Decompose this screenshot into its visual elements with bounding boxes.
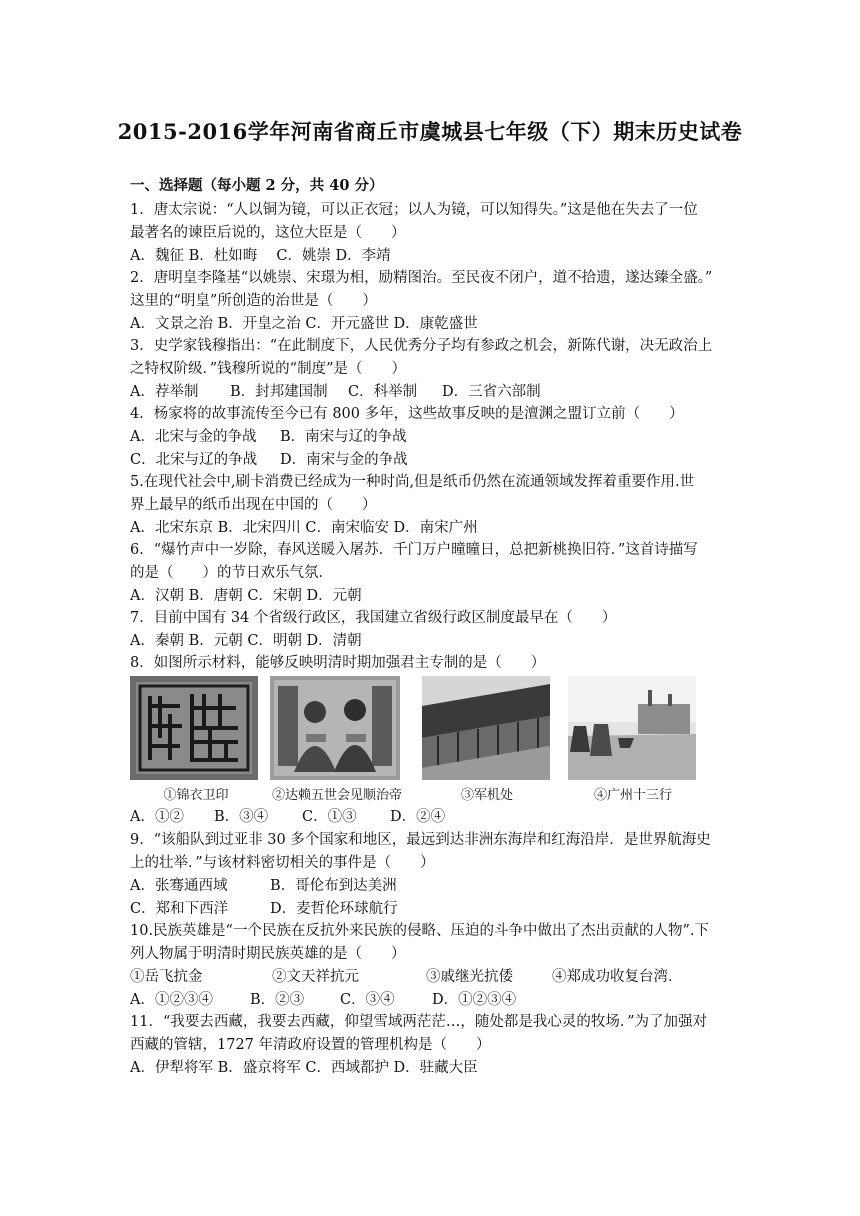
- figure-caption-1: ①锦衣卫印: [163, 788, 229, 803]
- q10-line-2: 列人物属于明清时期民族英雄的是（ ）: [130, 946, 406, 962]
- q9-option-d: D．麦哲伦环球航行: [270, 901, 398, 917]
- figure-caption-4: ④广州十三行: [593, 788, 672, 803]
- q10-option-c: C．③④: [340, 992, 395, 1008]
- q11-line-2: 西藏的管辖，1727 年清政府设置的管理机构是（ ）: [130, 1037, 491, 1053]
- q10-option-b: B．②③: [250, 992, 305, 1008]
- q4-options-row-2: [130, 448, 740, 469]
- q8-option-b: B．③④: [214, 809, 269, 825]
- q9-option-c: C．郑和下西洋: [130, 901, 229, 917]
- q10-line-1: 10.民族英雄是“一个民族在反抗外来民族的侵略、压迫的斗争中做出了杰出贡献的人物”.下: [130, 923, 709, 939]
- q7-options: A．秦朝 B．元朝 C．明朝 D．清朝: [130, 633, 362, 649]
- q10-option-d: D．①②③④: [432, 992, 517, 1008]
- q11-line-1: 11．“我要去西藏，我要去西藏，仰望雪域两茫茫…，随处都是我心灵的牧场．”为了加强对: [130, 1014, 708, 1030]
- q10-item-3: ③戚继光抗倭: [426, 969, 513, 985]
- q3-line-1: 3．史学家钱穆指出：“在此制度下，人民优秀分子均有参政之机会，新陈代谢，决无政治上: [130, 338, 713, 354]
- q7-line-1: 7．目前中国有 34 个省级行政区，我国建立省级行政区制度最早在（ ）: [130, 610, 617, 626]
- q8-line-1: 8．如图所示材料，能够反映明清时期加强君主专制的是（ ）: [130, 655, 546, 671]
- q6-line-2: 的是（ ）的节日欢乐气氛．: [130, 565, 333, 581]
- q8-option-a: A．①②: [130, 809, 184, 825]
- q5-line-1: 5.在现代社会中,刷卡消费已经成为一种时尚,但是纸币仍然在流通领域发挥着重要作用.世: [130, 474, 695, 490]
- q9-line-2: 上的壮举．”与该材料密切相关的事件是（ ）: [130, 855, 435, 871]
- q3-options: [130, 380, 740, 401]
- q6-options: A．汉朝 B．唐朝 C．宋朝 D．元朝: [130, 588, 362, 604]
- q4-option-d: D．南宋与金的争战: [280, 452, 408, 468]
- canton-factories-image: [568, 676, 696, 780]
- q9-line-1: 9．“该船队到过亚非 30 多个国家和地区，最远到达非洲东海岸和红海沿岸．是世界航海史: [130, 832, 711, 848]
- q3-option-c: C．科举制: [348, 384, 418, 400]
- q8-option-c: C．①③: [302, 809, 357, 825]
- q3-option-a: A．荐举制: [130, 384, 199, 400]
- q11-options: A．伊犁将军 B．盛京将军 C．西域都护 D．驻藏大臣: [130, 1060, 478, 1076]
- q6-line-1: 6．“爆竹声中一岁除，春风送暖入屠苏．千门万户曈曈日，总把新桃换旧符．”这首诗描写: [130, 542, 698, 558]
- figure-caption-2: ②达赖五世会见顺治帝: [271, 788, 402, 803]
- seal-image: [130, 676, 258, 780]
- q8-figure-strip: [130, 676, 730, 802]
- q10-item-1: ①岳飞抗金: [130, 969, 203, 985]
- q10-options: [130, 988, 740, 1009]
- q3-option-b: B．封邦建国制: [230, 384, 328, 400]
- q5-options: A．北宋东京 B．北宋四川 C．南宋临安 D．南宋广州: [130, 520, 478, 536]
- q5-line-2: 界上最早的纸币出现在中国的（ ）: [130, 497, 377, 513]
- q2-line-1: 2．唐明皇李隆基“以姚崇、宋璟为相，励精图治。至民夜不闭户，道不拾遗，遂达臻全盛。”: [130, 270, 713, 286]
- section-heading: 一、选择题（每小题 2 分，共 40 分）: [130, 177, 384, 194]
- q10-item-4: ④郑成功收复台湾．: [552, 969, 683, 985]
- q10-option-a: A．①②③④: [130, 992, 213, 1008]
- q2-line-2: 这里的“明皇”所创造的治世是（ ）: [130, 293, 377, 309]
- q3-line-2: 之特权阶级．”钱穆所说的“制度”是（ ）: [130, 361, 406, 377]
- q1-line-2: 最著名的谏臣后说的，这位大臣是（ ）: [130, 225, 406, 241]
- q4-option-a: A．北宋与金的争战: [130, 429, 257, 445]
- q4-options-row-1: [130, 425, 740, 446]
- q10-item-2: ②文天祥抗元: [272, 969, 359, 985]
- grand-council-image: [422, 676, 550, 780]
- q9-option-a: A．张骞通西域: [130, 878, 228, 894]
- q1-options: A．魏征 B．杜如晦 C．姚崇 D．李靖: [130, 248, 391, 264]
- q4-line-1: 4．杨家将的故事流传至今已有 800 多年，这些故事反映的是澶渊之盟订立前（ ）: [130, 406, 684, 422]
- q2-options: A．文景之治 B．开皇之治 C．开元盛世 D．康乾盛世: [130, 316, 478, 332]
- figure-caption-3: ③军机处: [460, 788, 513, 803]
- q9-options-row-2: [130, 897, 740, 918]
- q3-option-d: D．三省六部制: [442, 384, 541, 400]
- q9-option-b: B．哥伦布到达美洲: [270, 878, 397, 894]
- q8-option-d: D．②④: [390, 809, 446, 825]
- q9-options-row-1: [130, 874, 740, 895]
- q8-options: [130, 805, 740, 826]
- q10-items: [130, 965, 740, 986]
- q4-option-c: C．北宋与辽的争战: [130, 452, 258, 468]
- q1-line-1: 1．唐太宗说：“人以铜为镜，可以正衣冠；以人为镜，可以知得失。”这是他在失去了一位: [130, 202, 698, 218]
- page-title: 2015-2016学年河南省商丘市虞城县七年级（下）期末历史试卷: [117, 119, 743, 144]
- dalai-meeting-image: [270, 676, 400, 780]
- q4-option-b: B．南宋与辽的争战: [280, 429, 407, 445]
